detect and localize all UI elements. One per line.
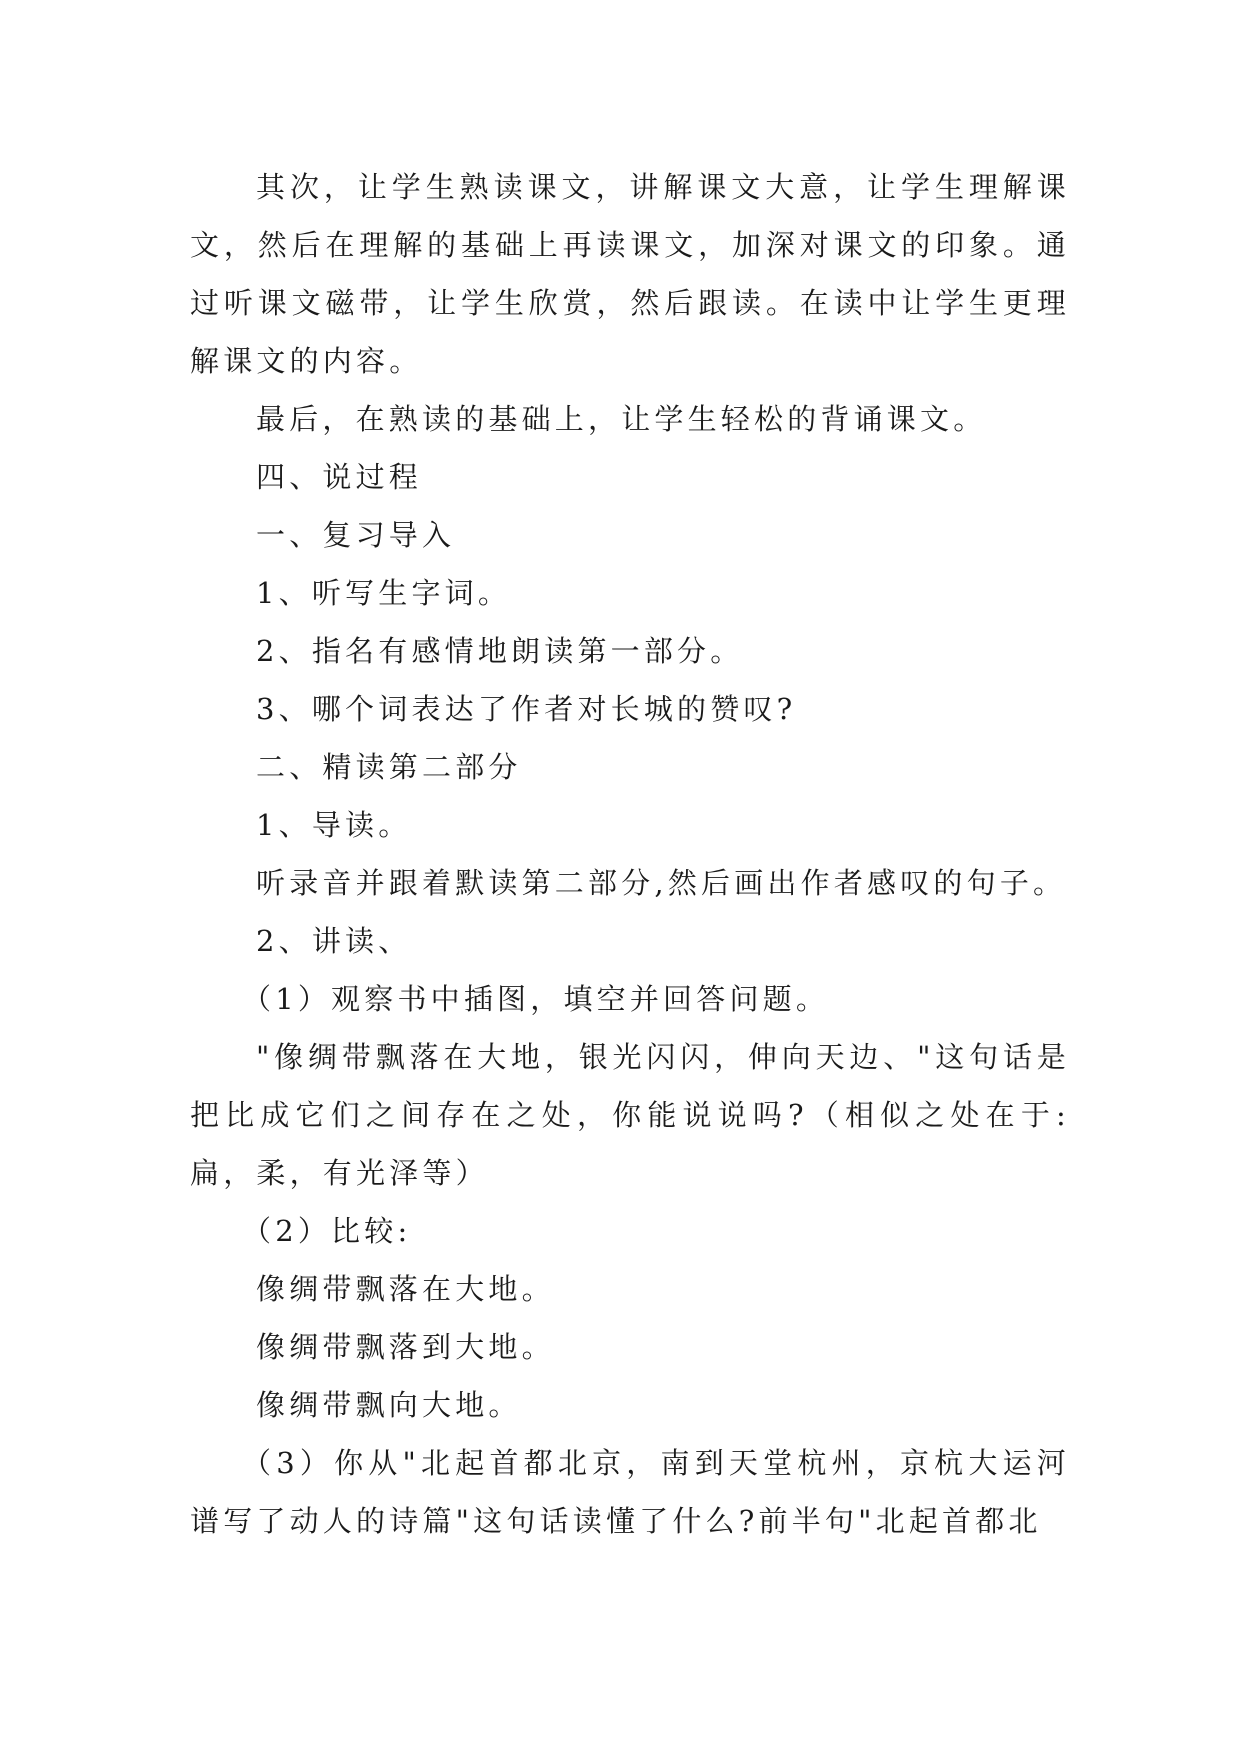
subheading-review: 一、复习导入: [256, 518, 456, 552]
comparison-sentence: 像绸带飘落到大地。: [256, 1330, 555, 1364]
paragraph-canal-question: （3）你从"北起首都北京，南到天堂杭州，京杭大运河谱写了动人的诗篇"这句话读懂了什么?前半句"北起首都北: [190, 1446, 1070, 1538]
list-item: 1、导读。: [256, 808, 412, 842]
section-heading-process: 四、说过程: [256, 460, 423, 494]
list-item: 1、听写生字词。: [256, 576, 512, 610]
paragraph-recitation: 最后，在熟读的基础上，让学生轻松的背诵课文。: [256, 402, 987, 436]
comparison-sentence: 像绸带飘落在大地。: [256, 1272, 555, 1306]
document-body: [190, 158, 1070, 1550]
paragraph-quote-question: "像绸带飘落在大地，银光闪闪，伸向天边、"这句话是把比成它们之间存在之处，你能说说吗?（相似之处在于:扁，柔，有光泽等）: [190, 1040, 1070, 1190]
list-item: （2）比较:: [242, 1214, 412, 1248]
list-item: （1）观察书中插图，填空并回答问题。: [242, 982, 830, 1016]
list-item: 2、指名有感情地朗读第一部分。: [256, 634, 744, 668]
paragraph-listening: 听录音并跟着默读第二部分,然后画出作者感叹的句子。: [256, 866, 1067, 900]
list-item: 3、哪个词表达了作者对长城的赞叹?: [256, 692, 797, 726]
list-item: 2、讲读、: [256, 924, 412, 958]
subheading-close-reading: 二、精读第二部分: [256, 750, 522, 784]
comparison-sentence: 像绸带飘向大地。: [256, 1388, 522, 1422]
paragraph-reading-method: 其次，让学生熟读课文，讲解课文大意，让学生理解课文，然后在理解的基础上再读课文，加深对课文的印象。通过听课文磁带，让学生欣赏，然后跟读。在读中让学生更理解课文的内容。: [190, 170, 1070, 378]
